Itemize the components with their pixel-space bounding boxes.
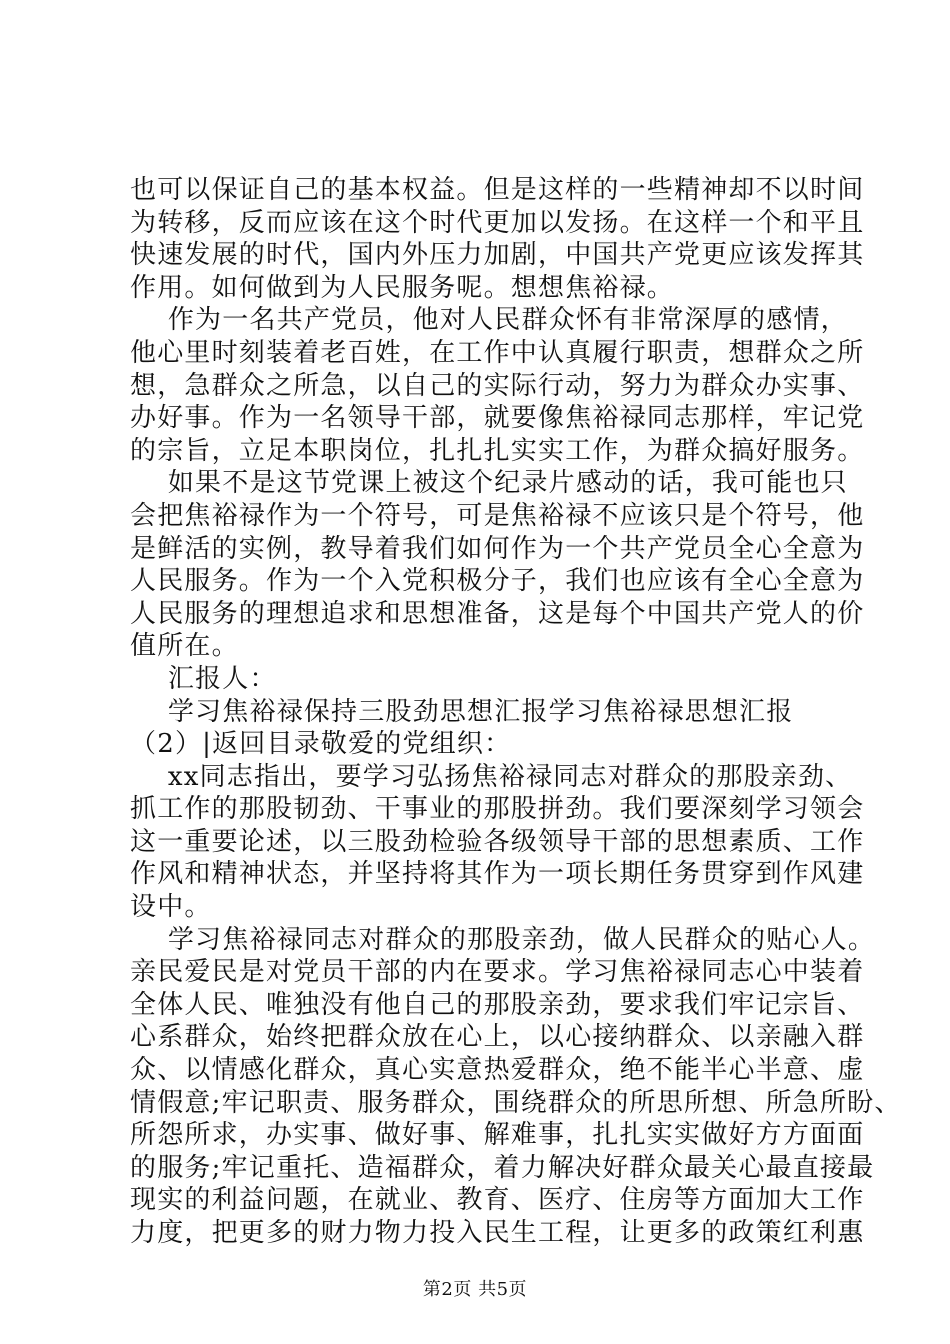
- text-line: 心系群众，始终把群众放在心上，以心接纳群众、以亲融入群: [130, 1022, 865, 1053]
- text-line: 如果不是这节党课上被这个纪录片感动的话，我可能也只: [130, 468, 848, 499]
- body-text: [130, 174, 902, 1250]
- text-line: 情假意;牢记职责、服务群众，围绕群众的所思所想、所急所盼、: [130, 1087, 902, 1118]
- text-line: 所怨所求，办实事、做好事、解难事，扎扎实实做好方方面面: [130, 1120, 865, 1151]
- text-line: 会把焦裕禄作为一个符号，可是焦裕禄不应该只是个符号，他: [130, 500, 865, 531]
- text-line: 快速发展的时代，国内外压力加剧，中国共产党更应该发挥其: [130, 240, 865, 271]
- text-line: 众、以情感化群众，真心实意热爱群众，绝不能半心半意、虚: [130, 1055, 865, 1086]
- text-line: 抓工作的那股韧劲、干事业的那股拼劲。我们要深刻学习领会: [130, 794, 865, 825]
- text-line: 人民服务。作为一个入党积极分子，我们也应该有全心全意为: [130, 566, 865, 597]
- text-line: 他心里时刻装着老百姓，在工作中认真履行职责，想群众之所: [130, 337, 865, 368]
- text-line: 现实的利益问题，在就业、教育、医疗、住房等方面加大工作: [130, 1185, 865, 1216]
- text-line: 也可以保证自己的基本权益。但是这样的一些精神却不以时间: [130, 175, 865, 205]
- text-line: 汇报人：: [130, 663, 277, 694]
- text-line: xx同志指出，要学习弘扬焦裕禄同志对群众的那股亲劲、: [130, 761, 853, 792]
- text-line: 力度，把更多的财力物力投入民生工程，让更多的政策红利惠: [130, 1218, 865, 1248]
- text-line: 作风和精神状态，并坚持将其作为一项长期任务贯穿到作风建: [130, 859, 865, 890]
- text-line: 作用。如何做到为人民服务呢。想想焦裕禄。: [130, 272, 675, 303]
- text-line: 是鲜活的实例，教导着我们如何作为一个共产党员全心全意为: [130, 533, 865, 564]
- text-line: 的宗旨，立足本职岗位，扎扎扎实实工作，为群众搞好服务。: [130, 435, 865, 466]
- page-footer: 第2页 共5页: [422, 1279, 528, 1300]
- text-line: 人民服务的理想追求和思想准备，这是每个中国共产党人的价: [130, 598, 865, 629]
- text-line: 全体人民、唯独没有他自己的那股亲劲，要求我们牢记宗旨、: [130, 989, 865, 1020]
- text-line: 这一重要论述，以三股劲检验各级领导干部的思想素质、工作: [130, 826, 865, 857]
- text-line: 办好事。作为一名领导干部，就要像焦裕禄同志那样，牢记党: [130, 403, 865, 434]
- text-line: 为转移，反而应该在这个时代更加以发扬。在这样一个和平且: [130, 207, 865, 238]
- text-line: 亲民爱民是对党员干部的内在要求。学习焦裕禄同志心中装着: [130, 957, 865, 988]
- text-line: 设中。: [130, 892, 212, 923]
- text-line: （2）|返回目录敬爱的党组织：: [130, 729, 512, 760]
- text-line: 学习焦裕禄保持三股劲思想汇报学习焦裕禄思想汇报: [130, 696, 794, 727]
- text-line: 的服务;牢记重托、造福群众，着力解决好群众最关心最直接最: [130, 1152, 875, 1183]
- text-line: 值所在。: [130, 631, 239, 662]
- text-line: 学习焦裕禄同志对群众的那股亲劲，做人民群众的贴心人。: [130, 924, 876, 955]
- text-line: 想，急群众之所急，以自己的实际行动，努力为群众办实事、: [130, 370, 865, 401]
- text-line: 作为一名共产党员，他对人民群众怀有非常深厚的感情，: [130, 305, 848, 336]
